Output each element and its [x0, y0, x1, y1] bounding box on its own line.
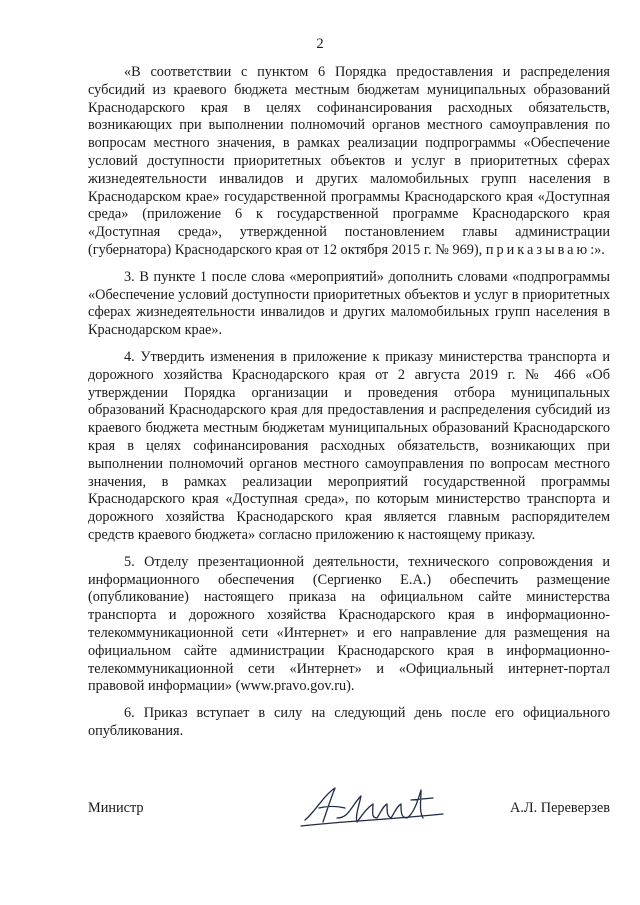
- document-body: [88, 64, 610, 750]
- order-keyword: приказываю: [485, 241, 591, 258]
- preamble-text: «В соответствии с пунктом 6 Порядка предоставления и распределения субсидий из краевого бюджета местным бюджетам муниципальных образований Краснодарского края в целях софинансирования расходных обязательств, возникающих при выполнении полномочий органов местного самоуправления по вопросам местного значения, в рамках реализации подпрограммы «Обеспечение условий доступности приоритетных объектов и услуг в приоритетных сферах жизнедеятельности инвалидов и других маломобильных групп населения в Краснодарском крае» государственной программы Краснодарского края «Доступная среда» (приложение 6 к государственной программе Краснодарского края «Доступная среда», утвержденной постановлением главы администрации (губернатора) Краснодарского края от 12 октября 2015 г. № 969),: [88, 64, 610, 258]
- paragraph-item-6: 6. Приказ вступает в силу на следующий день после его официального опубликования.: [88, 705, 610, 739]
- page-number: 2: [316, 36, 324, 52]
- paragraph-item-3: 3. В пункте 1 после слова «мероприятий» дополнить словами «подпрограммы «Обеспечение условий доступности приоритетных объектов и услуг в приоритетных сферах жизнедеятельности инвалидов и других маломобильных групп населения в Краснодарском крае».: [88, 268, 610, 339]
- signatory-title: Министр: [88, 800, 144, 816]
- handwritten-signature: [293, 782, 453, 832]
- signatory-name: А.Л. Переверзев: [510, 800, 610, 816]
- paragraph-preamble: [88, 64, 610, 260]
- preamble-ending: :».: [590, 241, 605, 258]
- paragraph-item-4: 4. Утвердить изменения в приложение к приказу министерства транспорта и дорожного хозяйства Краснодарского края от 2 августа 2019 г. № 466 «Об утверждении Порядка организации и проведения отбора муниципальных образований Краснодарского края для предоставления и распределения субсидий из краевого бюджета местным бюджетам муниципальных образований Краснодарского края в целях софинансирования расходных обязательств, возникающих при выполнении полномочий органов местного самоуправления по вопросам местного значения, в рамках реализации мероприятий государственной программы Краснодарского края «Доступная среда», по которым министерство транспорта и дорожного хозяйства Краснодарского края является главным распорядителем средств краевого бюджета» согласно приложению к настоящему приказу.: [88, 348, 610, 543]
- signature-block: [88, 782, 610, 842]
- paragraph-item-5: 5. Отделу презентационной деятельности, технического сопровождения и информационного обеспечения (Сергиенко Е.А.) обеспечить размещение (опубликование) настоящего приказа на официальном сайте министерства транспорта и дорожного хозяйства Краснодарского края в информационно-телекоммуникационной сети «Интернет» и его направление для размещения на официальном сайте администрации Краснодарского края в информационно-телекоммуникационной сети «Интернет» и «Официальный интернет-портал правовой информации» (www.pravo.gov.ru).: [88, 553, 610, 695]
